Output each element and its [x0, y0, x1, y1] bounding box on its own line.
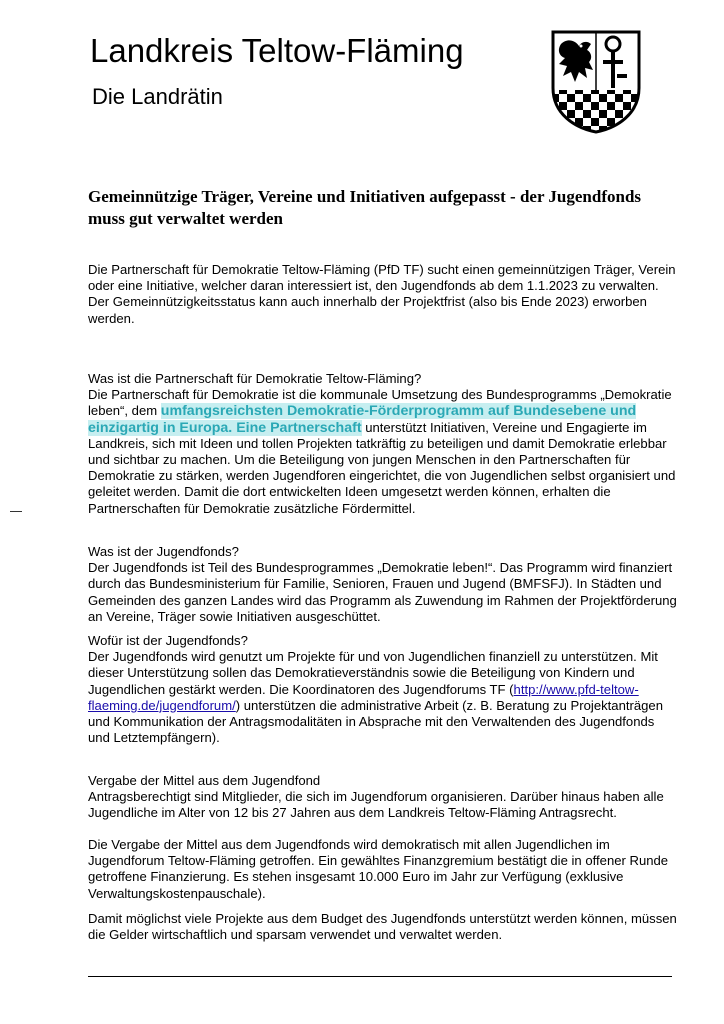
section-pfd-text-after: unterstützt Initiativen, Vereine und Engagierte im Landkreis, sich mit Ideen und tollen Projekten tatkräftig zu beteiligen und damit Demokratie erlebbar und sichtbar zu machen. Um die Beteiligung von jungen Menschen in den Partnerschaften für Demokratie zu stärken, werden Jugendforen eingerichtet, die von Jugendlichen selbst organisiert und geleitet werden. Damit die dort entwickelten Ideen umgesetzt werden können, erhalten die Partnerschaften für Demokratie zusätzliche Fördermittel.: [88, 419, 676, 516]
footer-rule: [88, 976, 672, 977]
democratic-text: Die Vergabe der Mittel aus dem Jugendfonds wird demokratisch mit allen Jugendlichen im Jugendforum Teltow-Fläming getroffen. Ein gewähltes Finanzgremium bestätigt die in offener Runde getroffene Finanzierung. Es stehen insgesamt 10.000 Euro im Jahr zur Verfügung (exklusive Verwaltungskostenpauschale).: [88, 837, 669, 901]
budget-text: Damit möglichst viele Projekte aus dem Budget des Jugendfonds unterstützt werden können, müssen die Gelder wirtschaftlich und sparsam verwendet und verwaltet werden.: [88, 911, 677, 943]
jugendforum-link[interactable]: http://www.pfd-teltow-flaeming.de/jugendforum/: [88, 681, 639, 713]
section-purpose-text-before: Der Jugendfonds wird genutzt um Projekte für und von Jugendlichen finanziell zu unterstützen. Mit dieser Unterstützung sollen das Demokratieverständnis sowie die Beteiligung von Kindern und Jugendlichen gestärkt werden. Die Koordinatoren des Jugendforums TF (: [88, 649, 658, 697]
section-pfd-heading: Was ist die Partnerschaft für Demokratie Teltow-Fläming?: [88, 371, 422, 386]
section-allocation: [88, 773, 678, 822]
section-pfd: [88, 371, 678, 517]
section-purpose: [88, 633, 678, 746]
section-purpose-text-after: ) unterstützen die administrative Arbeit (z. B. Beratung zu Projektanträgen und Kommunikation der Antragsmodalitäten in Absprache mit den Verwaltenden des Jugendfonds und Letztempfängern).: [88, 697, 663, 746]
section-pfd-text-before: Die Partnerschaft für Demokratie ist die kommunale Umsetzung des Bundesprogramms „Demokratie leben“, dem: [88, 387, 672, 419]
org-title: Landkreis Teltow-Fläming: [90, 32, 464, 69]
section-allocation-heading: Vergabe der Mittel aus dem Jugendfond: [88, 773, 321, 788]
org-subtitle: Die Landrätin: [92, 84, 223, 109]
margin-dash: [10, 511, 22, 512]
section-fund: [88, 544, 678, 625]
section-allocation-text: Antragsberechtigt sind Mitglieder, die sich im Jugendforum organisieren. Darüber hinaus haben alle Jugendliche im Alter von 12 bis 27 Jahren aus dem Landkreis Teltow-Fläming Antragsrecht.: [88, 789, 664, 821]
section-purpose-heading: Wofür ist der Jugendfonds?: [88, 633, 248, 648]
section-fund-text: Der Jugendfonds ist Teil des Bundesprogrammes „Demokratie leben!“. Das Programm wird finanziert durch das Bundesministerium für Familie, Senioren, Frauen und Jugend (BMFSFJ). In Städten und Gemeinden des ganzen Landes wird das Programm als Zuwendung im Rahmen der Projektförderung an Vereine, Träger sowie Initiativen ausgeschüttet.: [88, 560, 677, 624]
coat-of-arms-logo: [551, 30, 641, 134]
section-purpose-text: [88, 649, 678, 746]
headline: Gemeinnützige Träger, Vereine und Initiativen aufgepasst - der Jugendfonds muss gut verwaltet werden: [88, 187, 642, 228]
section-pfd-text: [88, 387, 678, 517]
budget-paragraph: [88, 911, 678, 943]
section-fund-heading: Was ist der Jugendfonds?: [88, 544, 239, 559]
democratic-paragraph: [88, 837, 678, 902]
intro-text: Die Partnerschaft für Demokratie Teltow-Fläming (PfD TF) sucht einen gemeinnützigen Träger, Verein oder eine Initiative, welcher daran interessiert ist, den Jugendfonds ab dem 1.1.2023 zu verwalten. Der Gemeinnützigkeitsstatus kann auch innerhalb der Projektfrist (also bis Ende 2023) erworben werden.: [88, 262, 676, 326]
intro-paragraph: [88, 262, 678, 327]
highlighted-text: umfangsreichsten Demokratie-Förderprogramm auf Bundesebene und einzigartig in Europa. Eine Partnerschaft: [88, 403, 637, 436]
